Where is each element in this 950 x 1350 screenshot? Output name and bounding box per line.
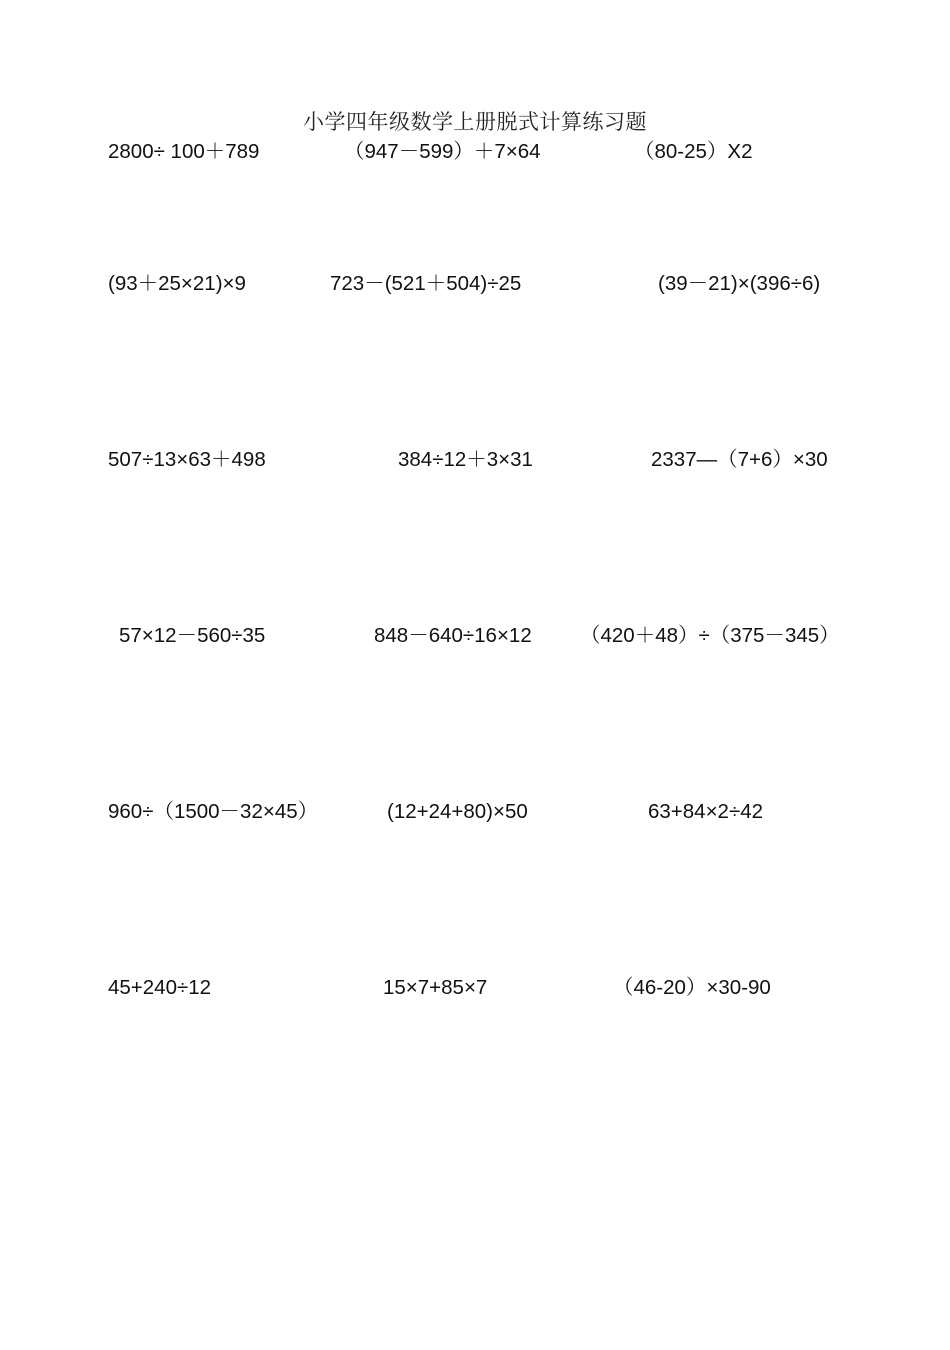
problem-13: 960÷（1500－32×45）: [108, 800, 319, 823]
problem-9: 2337—（7+6）×30: [651, 448, 828, 471]
problem-1: 2800÷ 100＋789: [108, 140, 260, 163]
problem-18: （46-20）×30-90: [613, 976, 771, 999]
problem-6: (39－21)×(396÷6): [658, 272, 821, 295]
problem-17: 15×7+85×7: [383, 976, 488, 999]
problem-4: (93＋25×21)×9: [108, 272, 246, 295]
problem-15: 63+84×2÷42: [648, 800, 764, 823]
problem-7: 507÷13×63＋498: [108, 448, 266, 471]
problem-16: 45+240÷12: [108, 976, 212, 999]
problem-3: （80-25）X2: [634, 140, 753, 163]
problem-8: 384÷12＋3×31: [398, 448, 533, 471]
problem-12: （420＋48）÷（375－345）: [580, 624, 840, 647]
problem-5: 723－(521＋504)÷25: [330, 272, 522, 295]
problem-14: (12+24+80)×50: [387, 800, 528, 823]
worksheet-title: 小学四年级数学上册脱式计算练习题: [303, 110, 647, 134]
problem-11: 848－640÷16×12: [374, 624, 532, 647]
problem-2: （947－599）＋7×64: [344, 140, 541, 163]
problem-10: 57×12－560÷35: [119, 624, 266, 647]
